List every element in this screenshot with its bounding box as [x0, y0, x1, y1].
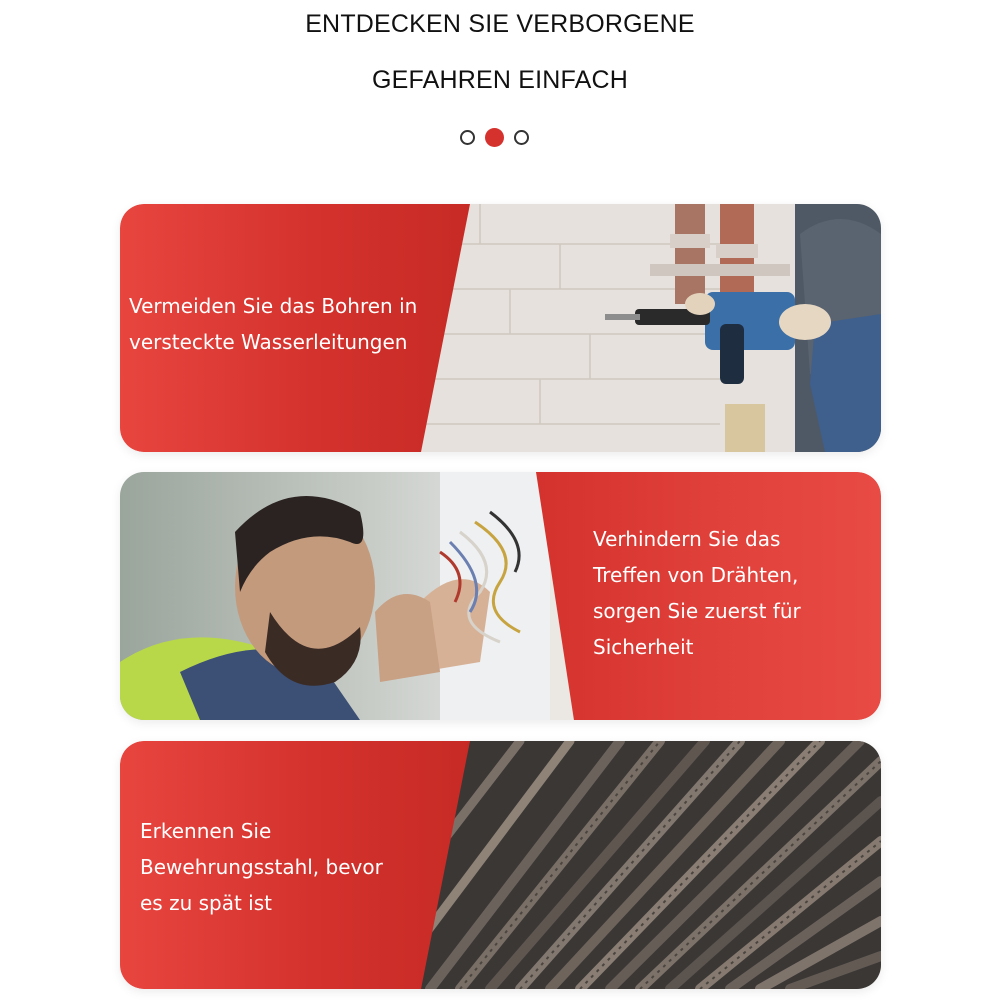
card-text-wires: Verhindern Sie das Treffen von Drähten, sorgen Sie zuerst für Sicherheit [593, 527, 801, 659]
headline-line-1: ENTDECKEN SIE VERBORGENE [305, 10, 695, 38]
carousel-dot-1[interactable] [460, 130, 475, 145]
worker-drilling-wall-photo [420, 204, 881, 452]
card-text-rebar: Erkennen Sie Bewehrungsstahl, bevor es zu spät ist [140, 819, 383, 915]
carousel-dot-3[interactable] [514, 130, 529, 145]
headline-line-2: GEFAHREN EINFACH [371, 66, 629, 94]
rebar-bundle-photo [420, 741, 881, 989]
carousel-dot-2[interactable] [485, 128, 504, 147]
carousel-pagination [460, 130, 529, 147]
feature-card-wires [120, 472, 881, 720]
feature-card-rebar [120, 741, 881, 989]
feature-card-water-pipes [120, 204, 881, 452]
electrician-wires-photo [120, 472, 550, 720]
card-text-water-pipes: Vermeiden Sie das Bohren in versteckte Wasserleitungen [129, 294, 418, 354]
